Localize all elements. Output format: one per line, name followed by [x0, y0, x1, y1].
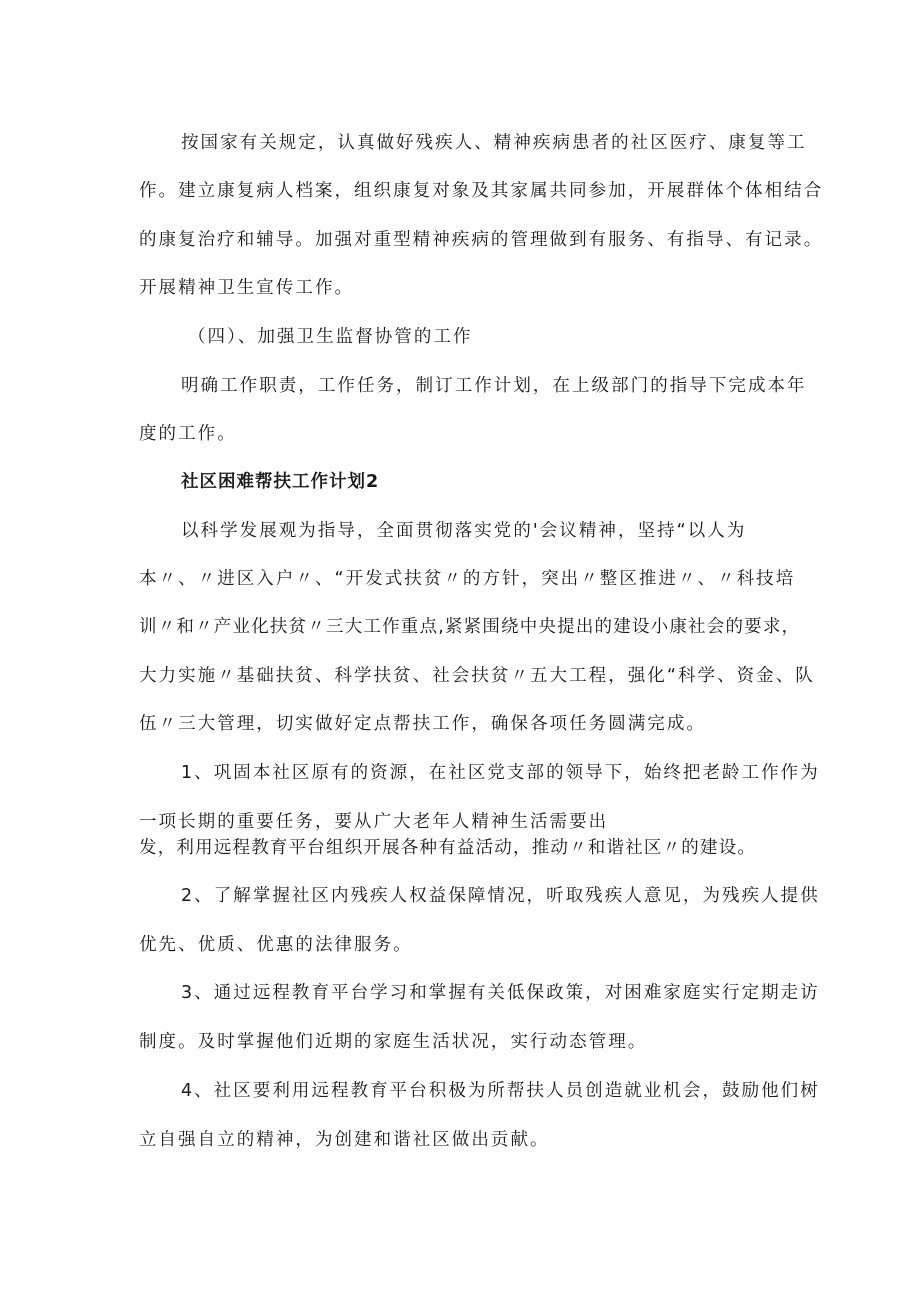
text-line: 立自强自立的精神，为创建和谐社区做出贡献。 — [139, 1130, 550, 1150]
text-line: 发，利用远程教育平台组织开展各种有益活动，推动〃和谐社区〃的建设。 — [139, 838, 757, 858]
text-line: 一项长期的重要任务，要从广大老年人精神生活需要出 — [139, 812, 609, 832]
section-heading: （四）、加强卫生监督协管的工作 — [188, 327, 473, 347]
text-line: 训〃和〃产业化扶贫〃三大工作重点,紧紧围绕中央提出的建设小康社会的要求， — [139, 617, 801, 637]
text-line: 明确工作职责，工作任务，制订工作计划，在上级部门的指导下完成本年 — [181, 376, 807, 396]
list-item-4: 4、社区要利用远程教育平台积极为所帮扶人员创造就业机会，鼓励他们树 — [181, 1081, 820, 1101]
list-item-2: 2、了解掌握社区内残疾人权益保障情况，听取残疾人意见，为残疾人提供 — [181, 886, 820, 906]
text-line: 本〃、〃进区入户〃、“开发式扶贫〃的方针，突出〃整区推进〃、〃科技培 — [139, 569, 796, 589]
text-line: 优先、优质、优惠的法律服务。 — [139, 935, 413, 955]
text-line: 以科学发展观为指导，全面贯彻落实党的'会议精神，坚持“以人为 — [181, 521, 747, 541]
text-line: 的康复治疗和辅导。加强对重型精神疾病的管理做到有服务、有指导、有记录。 — [139, 230, 824, 250]
text-line: 制度。及时掌握他们近期的家庭生活状况，实行动态管理。 — [139, 1032, 648, 1052]
list-item-3: 3、通过远程教育平台学习和掌握有关低保政策，对困难家庭实行定期走访 — [181, 983, 820, 1003]
text-line: 度的工作。 — [139, 424, 237, 444]
text-line: 作。建立康复病人档案，组织康复对象及其家属共同参加，开展群体个体相结合 — [139, 181, 824, 201]
text-line: 大力实施〃基础扶贫、科学扶贫、社会扶贫〃五大工程，强化“科学、资金、队 — [139, 666, 815, 686]
text-line: 伍〃三大管理，切实做好定点帮扶工作，确保各项任务圆满完成。 — [139, 714, 706, 734]
document-title: 社区困难帮扶工作计划2 — [181, 472, 380, 492]
text-line: 按国家有关规定，认真做好残疾人、精神疾病患者的社区医疗、康复等工 — [181, 133, 807, 153]
list-item-1: 1、巩固本社区原有的资源，在社区党支部的领导下，始终把老龄工作作为 — [181, 763, 820, 783]
text-line: 开展精神卫生宣传工作。 — [139, 278, 355, 298]
